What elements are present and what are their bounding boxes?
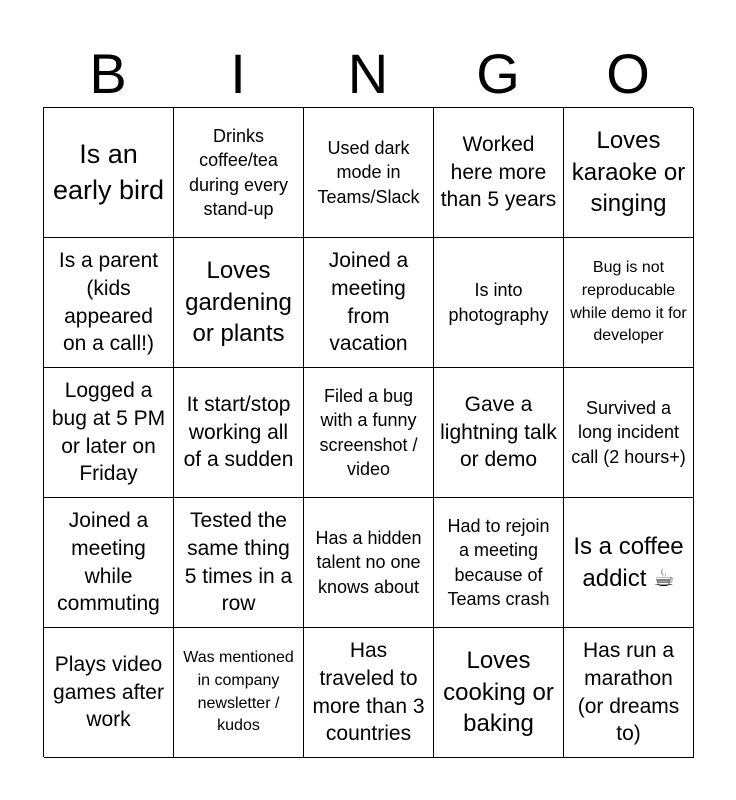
bingo-cell-text: Is an early bird (52, 139, 165, 205)
bingo-cell-text: Is a coffee addict ☕ (573, 532, 684, 592)
bingo-board (43, 107, 693, 757)
bingo-cell-r1c3[interactable] (304, 108, 434, 238)
bingo-cell-text: Joined a meeting from vacation (328, 249, 409, 356)
bingo-cell-text: Plays video games after work (53, 652, 164, 732)
bingo-cell-r4c4[interactable] (434, 498, 564, 628)
bingo-cell-r5c3[interactable] (304, 628, 434, 758)
bingo-cell-text: Gave a lightning talk or demo (440, 392, 557, 472)
bingo-cell-text: Loves cooking or baking (443, 646, 554, 738)
bingo-header (43, 42, 693, 106)
bingo-cell-r2c3[interactable] (304, 238, 434, 368)
bingo-cell-text: Logged a bug at 5 PM or later on Friday (51, 379, 166, 486)
bingo-cell-r1c1[interactable] (44, 108, 174, 238)
bingo-cell-r3c2[interactable] (174, 368, 304, 498)
bingo-cell-text: Has traveled to more than 3 countries (312, 639, 425, 746)
bingo-cell-text: Is a parent (kids appeared on a call!) (58, 249, 159, 356)
bingo-cell-text: Used dark mode in Teams/Slack (317, 138, 420, 207)
bingo-cell-text: Has a hidden talent no one knows about (315, 528, 422, 597)
bingo-cell-r1c2[interactable] (174, 108, 304, 238)
bingo-cell-r4c3[interactable] (304, 498, 434, 628)
bingo-cell-text: Had to rejoin a meeting because of Teams crash (447, 515, 550, 609)
bingo-cell-r3c5[interactable] (564, 368, 694, 498)
bingo-cell-r3c3[interactable] (304, 368, 434, 498)
bingo-cell-r2c4[interactable] (434, 238, 564, 368)
bingo-cell-text: Loves karaoke or singing (571, 126, 686, 218)
bingo-cell-r4c1[interactable] (44, 498, 174, 628)
bingo-cell-r3c4[interactable] (434, 368, 564, 498)
bingo-cell-text: Is into photography (448, 280, 549, 325)
bingo-cell-r5c1[interactable] (44, 628, 174, 758)
bingo-cell-text: Survived a long incident call (2 hours+) (571, 398, 686, 467)
bingo-cell-text: Tested the same thing 5 times in a row (184, 509, 293, 616)
bingo-cell-r2c5[interactable] (564, 238, 694, 368)
bingo-cell-r3c1[interactable] (44, 368, 174, 498)
header-letter-g: G (476, 42, 520, 105)
header-letter-b: B (89, 42, 127, 105)
bingo-cell-r2c1[interactable] (44, 238, 174, 368)
bingo-cell-text: Loves gardening or plants (185, 256, 292, 348)
bingo-cell-r5c4[interactable] (434, 628, 564, 758)
bingo-cell-r4c5[interactable] (564, 498, 694, 628)
bingo-cell-text: Joined a meeting while commuting (57, 509, 160, 616)
bingo-cell-r5c2[interactable] (174, 628, 304, 758)
bingo-cell-text: Bug is not reproducable while demo it for developer (570, 259, 687, 345)
bingo-cell-text: Was mentioned in company newsletter / kudos (183, 649, 294, 735)
header-letter-o: O (606, 42, 650, 105)
bingo-cell-text: Worked here more than 5 years (440, 132, 557, 212)
bingo-cell-r1c5[interactable] (564, 108, 694, 238)
bingo-cell-r5c5[interactable] (564, 628, 694, 758)
bingo-cell-text: Has run a marathon (or dreams to) (577, 639, 680, 746)
bingo-cell-text: It start/stop working all of a sudden (183, 392, 294, 472)
bingo-cell-r2c2[interactable] (174, 238, 304, 368)
bingo-cell-text: Filed a bug with a funny screenshot / video (319, 385, 418, 479)
header-letter-i: I (230, 42, 246, 105)
bingo-cell-r4c2[interactable] (174, 498, 304, 628)
bingo-cell-r1c4[interactable] (434, 108, 564, 238)
header-letter-n: N (347, 42, 389, 105)
bingo-cell-text: Drinks coffee/tea during every stand-up (188, 125, 289, 219)
